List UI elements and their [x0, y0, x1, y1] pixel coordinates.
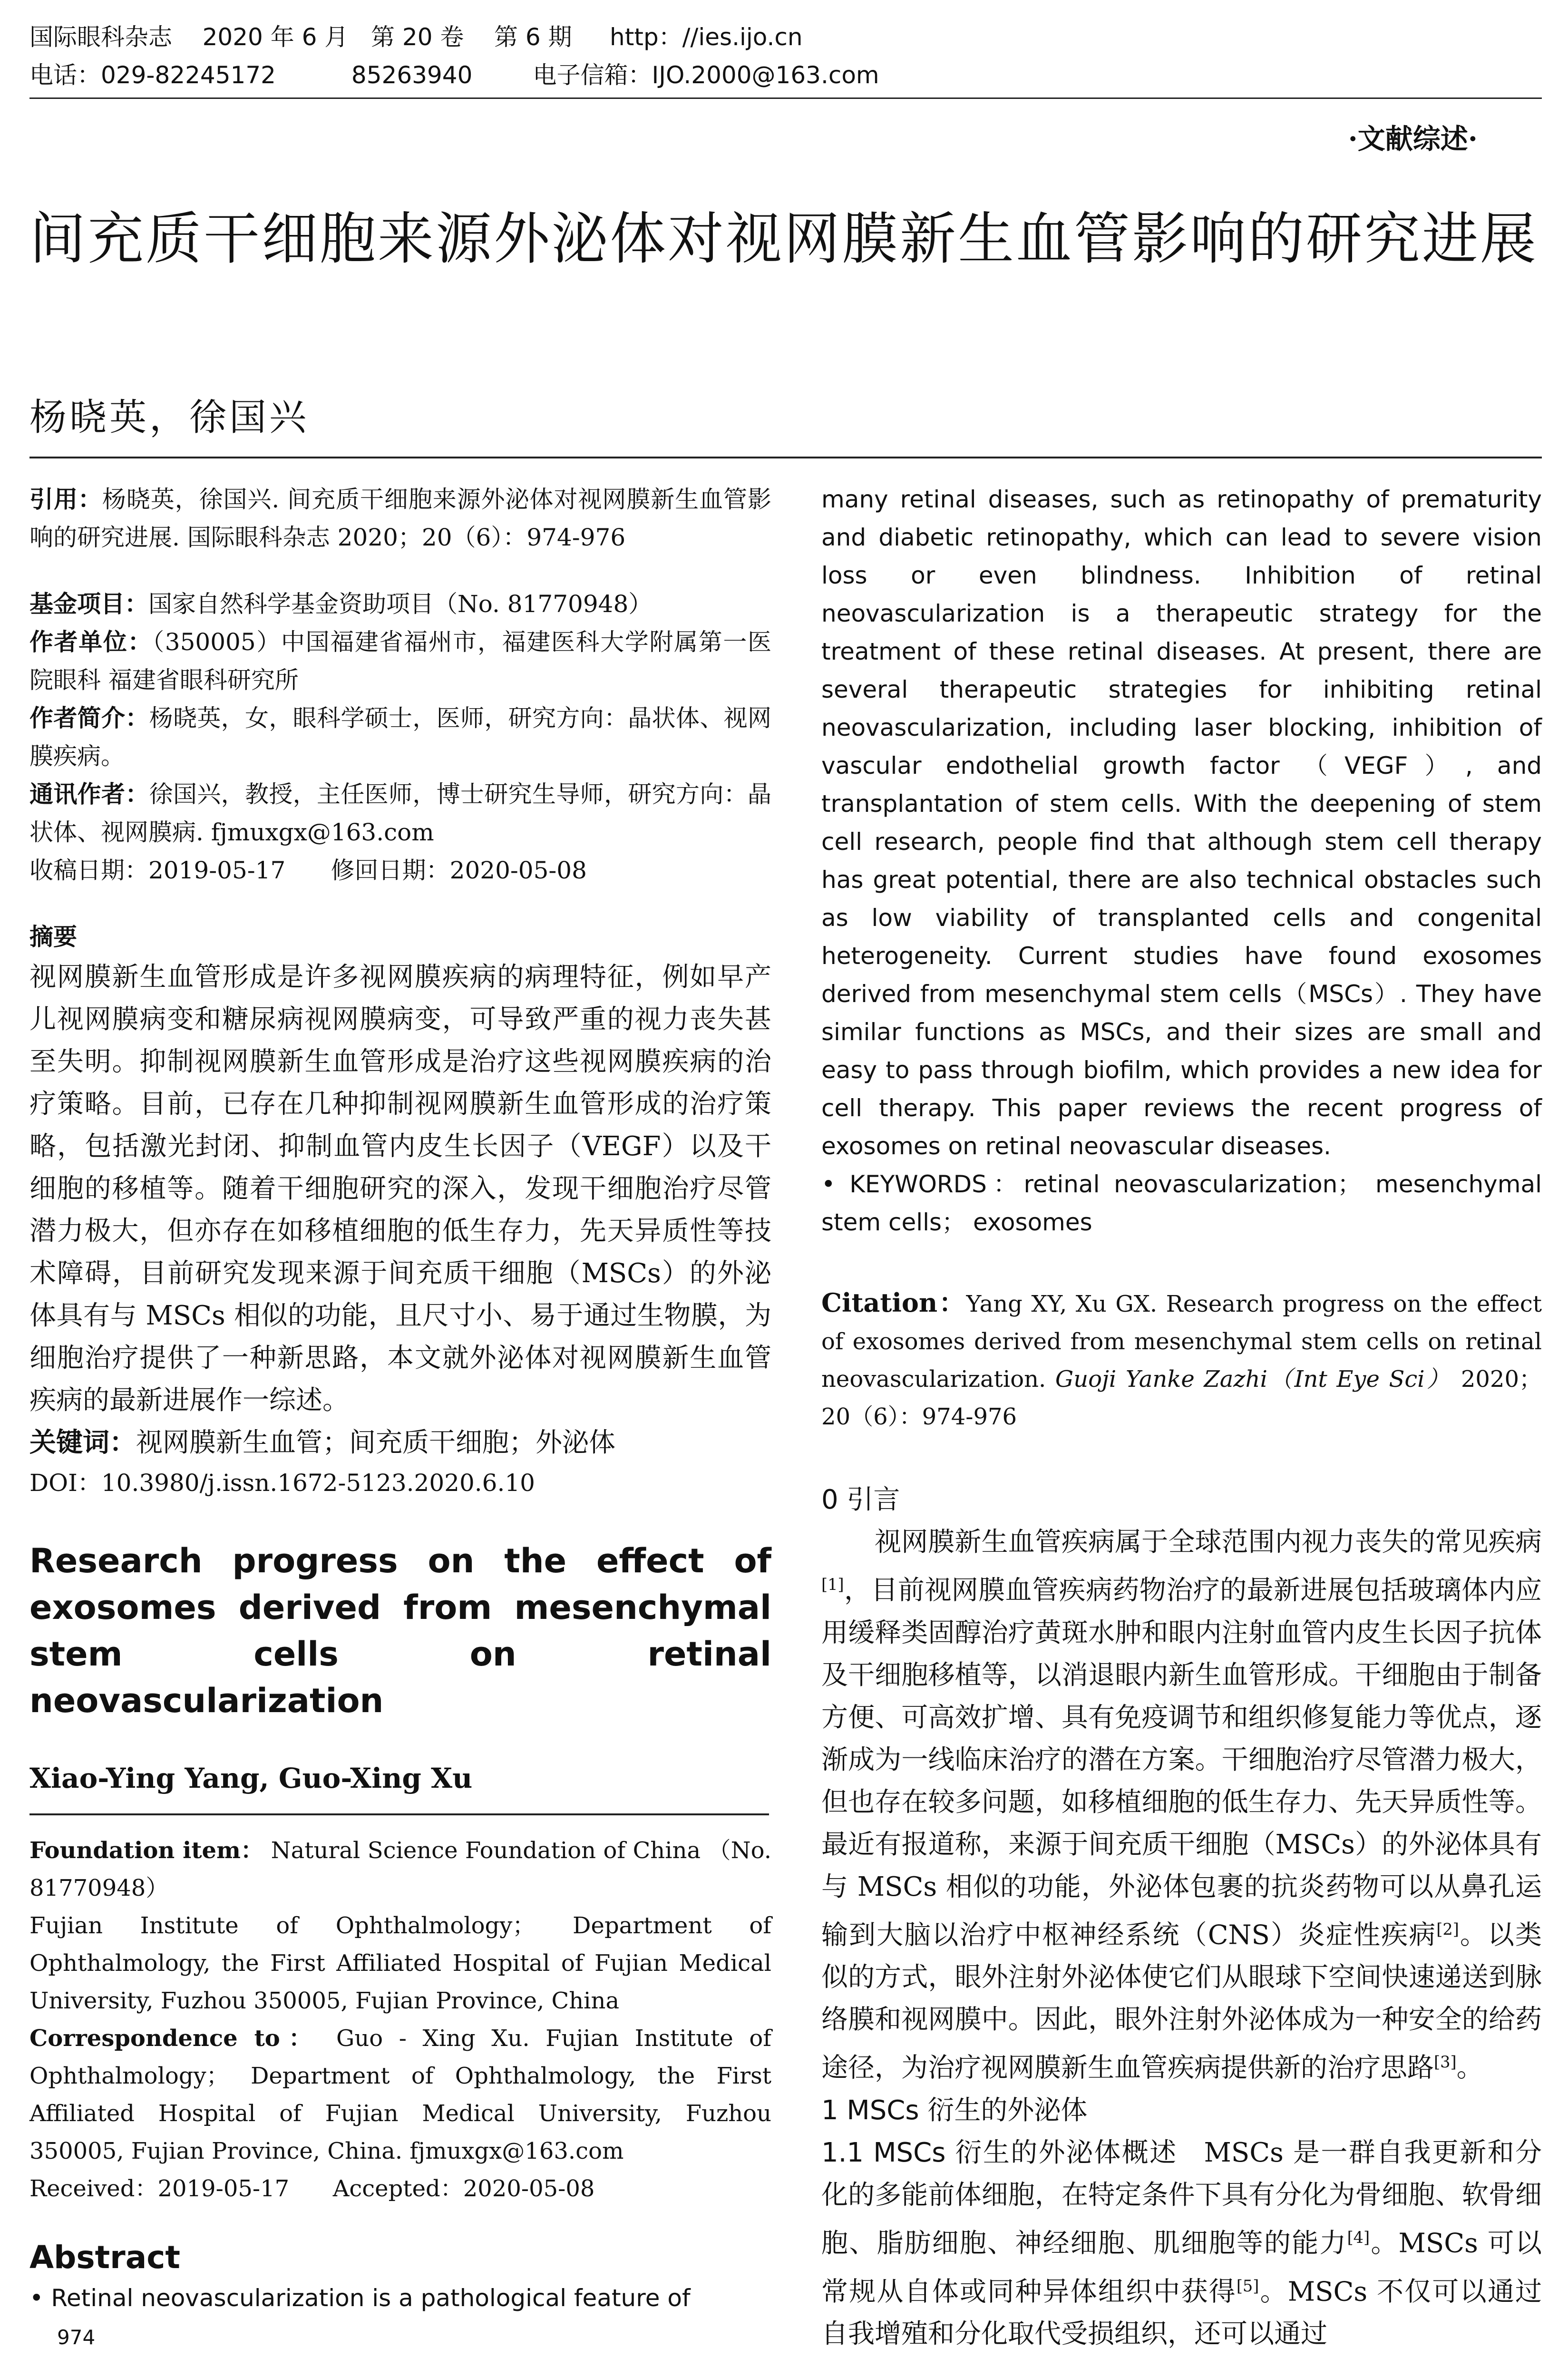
ref-4[interactable]: [4]: [1347, 2228, 1370, 2247]
author-unit: [29, 623, 771, 699]
author-bio: [29, 699, 771, 775]
abstract-heading-zh: 摘要: [29, 923, 77, 951]
section-tag: ·文献综述·: [1348, 123, 1478, 155]
sec11-text-c: 。MSCs 不仅可以通过自我增殖和分化取代受损组织，还可以通过: [821, 2276, 1542, 2350]
foundation-text: Natural Science Foundation of China （No. 81770948）: [29, 1837, 771, 1901]
left-column: [29, 480, 771, 2317]
citation-en-label: Citation：: [821, 1287, 966, 1318]
section-1-1-heading: 1.1 MSCs 衍生的外泌体概述: [821, 2137, 1178, 2168]
page-number: 974: [57, 2326, 96, 2349]
english-authors: Xiao-Ying Yang, Guo-Xing Xu: [29, 1762, 473, 1794]
bio-label: 作者简介：: [29, 704, 149, 732]
title-rule: [29, 457, 1542, 458]
unit-label: 作者单位：: [29, 628, 153, 656]
citation-en-text-a: Yang XY, Xu GX. Research progress on the effect of exosomes derived from mesenchymal stem cells on retinal neovascularization.: [821, 1291, 1542, 1393]
abstract-text-en-start: • Retinal neovascularization is a pathological feature of: [29, 2279, 771, 2317]
article-title: 间充质干细胞来源外泌体对视网膜新生血管影响的研究进展: [29, 206, 1539, 272]
sec11-text-b: 。MSCs 可以常规从自体或同种异体组织中获得: [821, 2228, 1542, 2308]
intro-text-c: 。以类似的方式，眼外注射外泌体使它们从眼球下空间快速递送到脉络膜和视网膜中。因此，眼外注射外泌体成为一种安全的给药途径，为治疗视网膜新生血管疾病提供新的治疗思路: [821, 1919, 1542, 2084]
english-title: Research progress on the effect of exosomes derived from mesenchymal stem cells on retinal neovascularization: [29, 1541, 771, 1720]
abstract-heading-en: Abstract: [29, 2239, 180, 2276]
journal-header: [29, 18, 879, 94]
english-authors-rule: [29, 1813, 769, 1815]
spacer: [29, 556, 771, 585]
header-line-1: 国际眼科杂志 2020 年 6 月 第 20 卷 第 6 期 http：//ies.ijo.cn: [29, 23, 803, 51]
fund-info: [29, 585, 771, 623]
keywords-en: • KEYWORDS：retinal neovascularization； mesenchymal stem cells； exosomes: [821, 1165, 1542, 1241]
ref-5[interactable]: [5]: [1236, 2276, 1259, 2295]
ref-1[interactable]: [1]: [821, 1575, 844, 1594]
intro-text-a: 视网膜新生血管疾病属于全球范围内视力丧失的常见疾病: [875, 1527, 1542, 1558]
sec11-text-a: MSCs 是一群自我更新和分化的多能前体细胞，在特定条件下具有分化为骨细胞、软骨细胞、脂肪细胞、神经细胞、肌细胞等的能力: [821, 2137, 1542, 2259]
citation-en-text-b: 2020；20（6）：974-976: [821, 1366, 1542, 1430]
citation-en: [821, 1284, 1542, 1436]
right-column: [821, 480, 1542, 2355]
unit-text: （350005）中国福建省福州市，福建医科大学附属第一医院眼科 福建省眼科研究所: [29, 628, 771, 694]
section-1-1-paragraph: [821, 2132, 1542, 2355]
intro-text-b: ，目前视网膜血管疾病药物治疗的最新进展包括玻璃体内应用缓释类固醇治疗黄斑水肿和眼内注射血管内皮生长因子抗体及干细胞移植等，以消退眼内新生血管形成。干细胞由于制备方便、可高效扩增、具有免疫调节和组织修复能力等优点，逐渐成为一线临床治疗的潜在方案。干细胞治疗尽管潜力极大，但也存在较多问题，如移植细胞的低生存力、先天异质性等。最近有报道称，来源于间充质干细胞（MSCs）的外泌体具有与 MSCs 相似的功能，外泌体包裹的抗炎药物可以从鼻孔运输到大脑以治疗中枢神经系统（CNS）炎症性疾病: [821, 1575, 1542, 1951]
abstract-text-zh: 视网膜新生血管形成是许多视网膜疾病的病理特征，例如早产儿视网膜病变和糖尿病视网膜病变，可导致严重的视力丧失甚至失明。抑制视网膜新生血管形成是治疗这些视网膜疾病的治疗策略。目前，已存在几种抑制视网膜新生血管形成的治疗策略，包括激光封闭、抑制血管内皮生长因子（VEGF）以及干细胞的移植等。随着干细胞研究的深入，发现干细胞治疗尽管潜力极大，但亦存在如移植细胞的低生存力，先天异质性等技术障碍，目前研究发现来源于间充质干细胞（MSCs）的外泌体具有与 MSCs 相似的功能，且尺寸小、易于通过生物膜，为细胞治疗提供了一种新思路，本文就外泌体对视网膜新生血管疾病的最新进展作一综述。: [29, 962, 771, 1416]
keywords-zh: [29, 1422, 771, 1464]
fund-text: 国家自然科学基金资助项目（No. 81770948）: [148, 590, 653, 618]
spacer: [29, 889, 771, 918]
citation-text: 杨晓英，徐国兴. 间充质干细胞来源外泌体对视网膜新生血管影响的研究进展. 国际眼科杂志 2020；20（6）：974-976: [29, 486, 771, 551]
fund-label: 基金项目：: [29, 590, 148, 618]
received-dates: Received：2019-05-17 Accepted：2020-05-08: [29, 2175, 595, 2202]
spacer: [821, 1241, 1542, 1284]
citation-label: 引用：: [29, 486, 102, 513]
corresponding-author: [29, 775, 771, 851]
intro-heading: 0 引言: [821, 1484, 900, 1515]
ref-3[interactable]: [3]: [1434, 2053, 1457, 2072]
affiliation: Fujian Institute of Ophthalmology； Department of Ophthalmology, the First Affiliated Hospital of Fujian Medical University, Fuzhou 350005, Fujian Province, China: [29, 1912, 771, 2014]
corr-text: 徐国兴，教授，主任医师，博士研究生导师，研究方向：晶状体、视网膜病. fjmuxgx@163.com: [29, 780, 772, 846]
citation-en-journal: Guoji Yanke Zazhi（Int Eye Sci）: [1055, 1366, 1452, 1393]
intro-paragraph: [821, 1521, 1542, 2089]
header-rule: [29, 97, 1542, 99]
spacer: [821, 1436, 1542, 1479]
correspondence: [29, 2020, 771, 2170]
keywords-label: 关键词：: [29, 1427, 136, 1458]
section-1-heading: 1 MSCs 衍生的外泌体: [821, 2094, 1088, 2126]
corr-label: 通讯作者：: [29, 780, 149, 808]
foundation-label: Foundation item：: [29, 1837, 264, 1864]
bio-text: 杨晓英，女，眼科学硕士，医师，研究方向：晶状体、视网膜疾病。: [29, 704, 772, 770]
header-line-2: 电话：029-82245172 85263940 电子信箱：IJO.2000@163.com: [29, 61, 879, 89]
ref-2[interactable]: [2]: [1436, 1919, 1459, 1939]
intro-text-d: 。: [1456, 2052, 1483, 2084]
correspondence-label: Correspondence to：: [29, 2025, 321, 2052]
citation-zh: [29, 480, 771, 556]
dates-zh: 收稿日期：2019-05-17 修回日期：2020-05-08: [29, 857, 587, 884]
doi: DOI：10.3980/j.issn.1672-5123.2020.6.10: [29, 1469, 535, 1497]
keywords-text: 视网膜新生血管；间充质干细胞；外泌体: [136, 1427, 615, 1458]
abstract-text-en-cont: many retinal diseases, such as retinopathy of prematurity and diabetic retinopathy, which can lead to severe vision loss or even blindness. Inhibition of retinal neovascularization is a therapeutic strategy for the treatment of these retinal diseases. At present, there are several therapeutic strategies for inhibiting retinal neovascularization, including laser blocking, inhibition of vascular endothelial growth factor （VEGF）, and transplantation of stem cells. With the deepening of stem cell research, people find that although stem cell therapy has great potential, there are also technical obstacles such as low viability of transplanted cells and congenital heterogeneity. Current studies have found exosomes derived from mesenchymal stem cells（MSCs）. They have similar functions as MSCs, and their sizes are small and easy to pass through biofilm, which provides a new idea for cell therapy. This paper reviews the recent progress of exosomes on retinal neovascular diseases.: [821, 486, 1542, 1160]
article-authors: 杨晓英，徐国兴: [29, 396, 310, 439]
foundation-item: [29, 1832, 771, 1907]
correspondence-text: Guo - Xing Xu. Fujian Institute of Ophthalmology； Department of Ophthalmology, the First Affiliated Hospital of Fujian Medical University, Fuzhou 350005, Fujian Province, China. fjmuxgx@163.com: [29, 2025, 771, 2164]
